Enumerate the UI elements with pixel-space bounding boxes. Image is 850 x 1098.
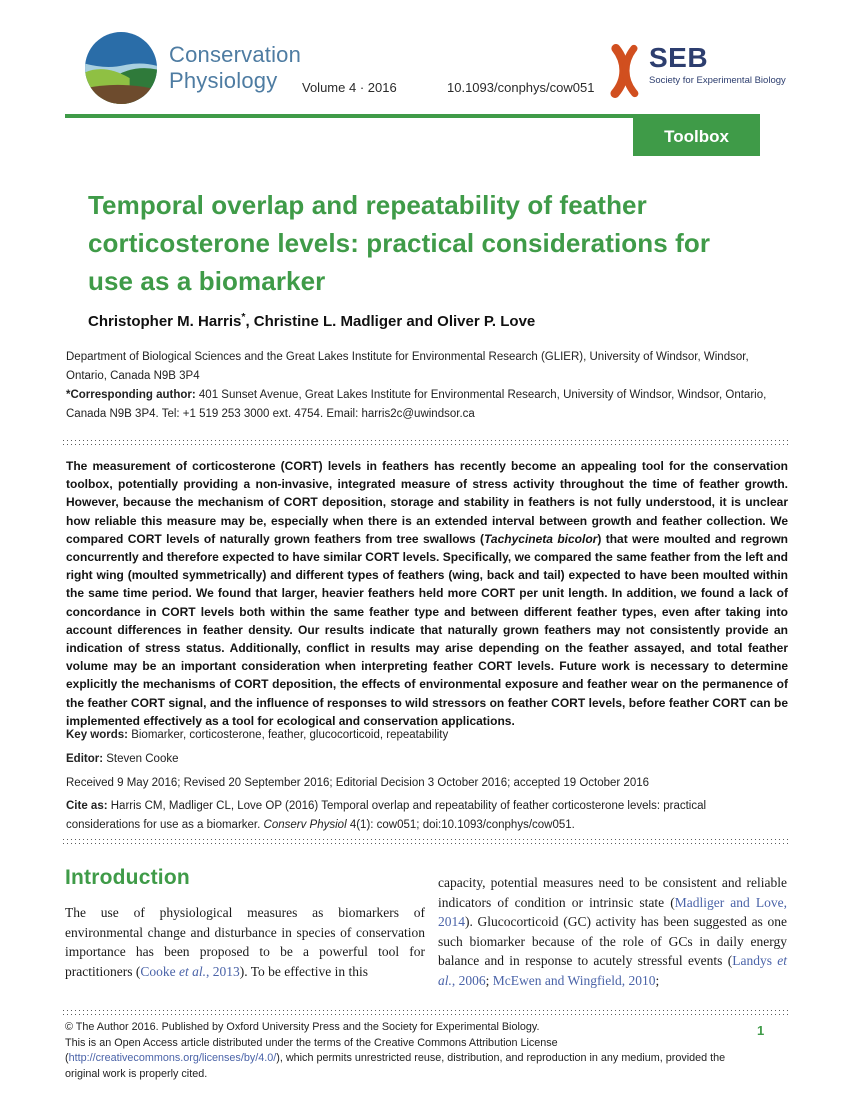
- seb-chromosome-icon: [606, 44, 642, 98]
- text-segment: Biomarker, corticosterone, feather, glucocorticoid, repeatability: [128, 729, 449, 741]
- seb-society-name: Society for Experimental Biology: [649, 75, 786, 86]
- abstract: [66, 457, 788, 730]
- seb-logo: [606, 44, 786, 98]
- text-segment: ) that were moulted and regrown concurrently and therefore expected to have similar CORT levels. Specifically, we compared the same feather from the left and right wing (moulted symmetrically) and different types of feathers (wing, back and tail) expected to have been moulted within the same time period. We found that larger, heavier feathers held more CORT per unit length. In addition, we found a lack of concordance in CORT levels both within the same feather type and between different feather types, even after taking into account differences in feather density. Our results indicate that naturally grown feathers may not consistently provide an indication of stress status. Additionally, conflict in results may arise depending on the feather assayed, and total feather volume may be an important consideration when interpreting feather CORT levels. Future work is necessary to determine explicitly the mechanisms of CORT deposition, the effects of environmental exposure and feather wear on the permanence of the feather CORT signal, and the influence of responses to wild stressors on feather CORT levels, before feather CORT can be implemented effectively as a tool for ecological and conservation applications.: [66, 531, 788, 728]
- text-segment: 4(1): cow051; doi:10.1093/conphys/cow051.: [346, 818, 575, 831]
- author-list: [88, 311, 535, 330]
- article-title: Temporal overlap and repeatability of feather corticosterone levels: practical considerations for use as a biomarker: [88, 190, 711, 296]
- text-segment: The measurement of corticosterone (CORT) levels in feathers has recently become an appealing tool for the conservation toolbox, potentially providing a non-invasive, integrated measure of stress activity throughout the time of feather growth. However, because the mechanism of CORT deposition, storage and stability in feathers is not fully understood, it is unclear how reliable this measure may be, especially when there is an extended interval between growth and feather collection. We compared CORT levels of naturally grown feathers from tree swallows (: [66, 459, 788, 546]
- text-segment: ;: [485, 972, 493, 988]
- corresponding-author: [66, 386, 771, 423]
- text-segment: This is an Open Access article distributed under the terms of the Creative Commons Attribution License (: [65, 1036, 558, 1064]
- journal-name: [169, 42, 301, 94]
- conservation-physiology-logo-icon: [85, 32, 157, 104]
- article-body: [65, 866, 787, 990]
- text-segment: Tachycineta bicolor: [484, 531, 598, 546]
- right-column: [438, 866, 787, 990]
- editor-line: [66, 750, 781, 769]
- text-segment: , Christine L. Madliger and Oliver P. Love: [245, 313, 536, 330]
- page-number: 1: [757, 1023, 765, 1038]
- inline-link[interactable]: Landys: [732, 953, 778, 968]
- inline-link[interactable]: Madliger and Love, 2014: [438, 894, 787, 929]
- copyright-line: © The Author 2016. Published by Oxford University Press and the Society for Experimental Biology.: [65, 1021, 540, 1033]
- inline-link[interactable]: , 2006: [451, 972, 486, 988]
- text-segment: ). To be effective in this: [239, 963, 369, 979]
- text-segment: Harris CM, Madliger CL, Love OP (2016) Temporal overlap and repeatability of feather corticosterone levels: practical considerations for use as a biomarker.: [66, 800, 707, 831]
- text-segment: The use of physiological measures as biomarkers of environmental change and disturbance in species of conservation importance has been proposed to be a powerful tool for practitioners (: [65, 905, 425, 979]
- inline-link[interactable]: et al.: [178, 963, 206, 979]
- text-segment: ;: [655, 972, 660, 988]
- text-segment: Christopher M. Harris: [88, 313, 242, 330]
- inline-link[interactable]: , 2013: [205, 963, 240, 979]
- text-segment: Cite as:: [66, 800, 108, 812]
- inline-link[interactable]: McEwen and Wingfield, 2010: [492, 972, 656, 988]
- journal-name-line2: Physiology: [169, 68, 278, 93]
- history-line: Received 9 May 2016; Revised 20 September 2016; Editorial Decision 3 October 2016; accepted 19 October 2016: [66, 777, 650, 789]
- dotted-separator: [63, 440, 788, 445]
- text-segment: Editor:: [66, 753, 104, 765]
- text-segment: Key words:: [66, 729, 128, 741]
- text-segment: 401 Sunset Avenue, Great Lakes Institute for Environmental Research, University of Windsor, Windsor, Ontario, Canada N9B 3P4. Tel: +1 519 253 3000 ext. 4754. Email: harris2c@uwindsor.ca: [66, 389, 767, 420]
- text-segment: capacity, potential measures need to be consistent and reliable indicators of condition or intrinsic state (: [438, 875, 787, 910]
- copyright-notice: [65, 1020, 757, 1082]
- text-segment: *Corresponding author:: [66, 389, 196, 401]
- inline-link[interactable]: et al.: [438, 953, 787, 988]
- introduction-paragraph-continued: [438, 873, 787, 990]
- affiliation: Department of Biological Sciences and the Great Lakes Institute for Environmental Research (GLIER), University of Windsor, Windsor, Ontario, Canada N9B 3P4: [66, 351, 749, 382]
- text-segment: Conserv Physiol: [263, 818, 347, 831]
- seb-text: [649, 44, 786, 86]
- journal-logo: [85, 32, 301, 104]
- text-segment: ), which permits unrestricted reuse, distribution, and reproduction in any medium, provided the original work is properly cited.: [65, 1052, 726, 1080]
- keywords-line: [66, 726, 781, 745]
- seb-acronym: SEB: [649, 42, 709, 73]
- text-segment: *: [241, 311, 246, 323]
- inline-link[interactable]: http://creativecommons.org/licenses/by/4.0/: [68, 1052, 277, 1064]
- dotted-separator: [63, 839, 788, 844]
- left-column: [65, 866, 425, 990]
- introduction-heading: Introduction: [65, 866, 190, 889]
- text-segment: Steven Cooke: [103, 753, 179, 765]
- inline-link[interactable]: Cooke: [140, 963, 179, 979]
- volume-year: Volume 4 · 2016: [302, 80, 397, 95]
- dotted-separator: [63, 1010, 788, 1015]
- citation-line: [66, 797, 781, 834]
- article-doi: 10.1093/conphys/cow051: [447, 80, 595, 95]
- license-line: [65, 1036, 757, 1083]
- introduction-paragraph: [65, 903, 425, 981]
- journal-name-line1: Conservation: [169, 42, 302, 68]
- text-segment: ). Glucocorticoid (GC) activity has been suggested as one such biomarker because of the role of GCs in daily energy balance and in response to acutely stressful events (: [438, 914, 787, 968]
- article-type-badge: Toolbox: [633, 118, 760, 156]
